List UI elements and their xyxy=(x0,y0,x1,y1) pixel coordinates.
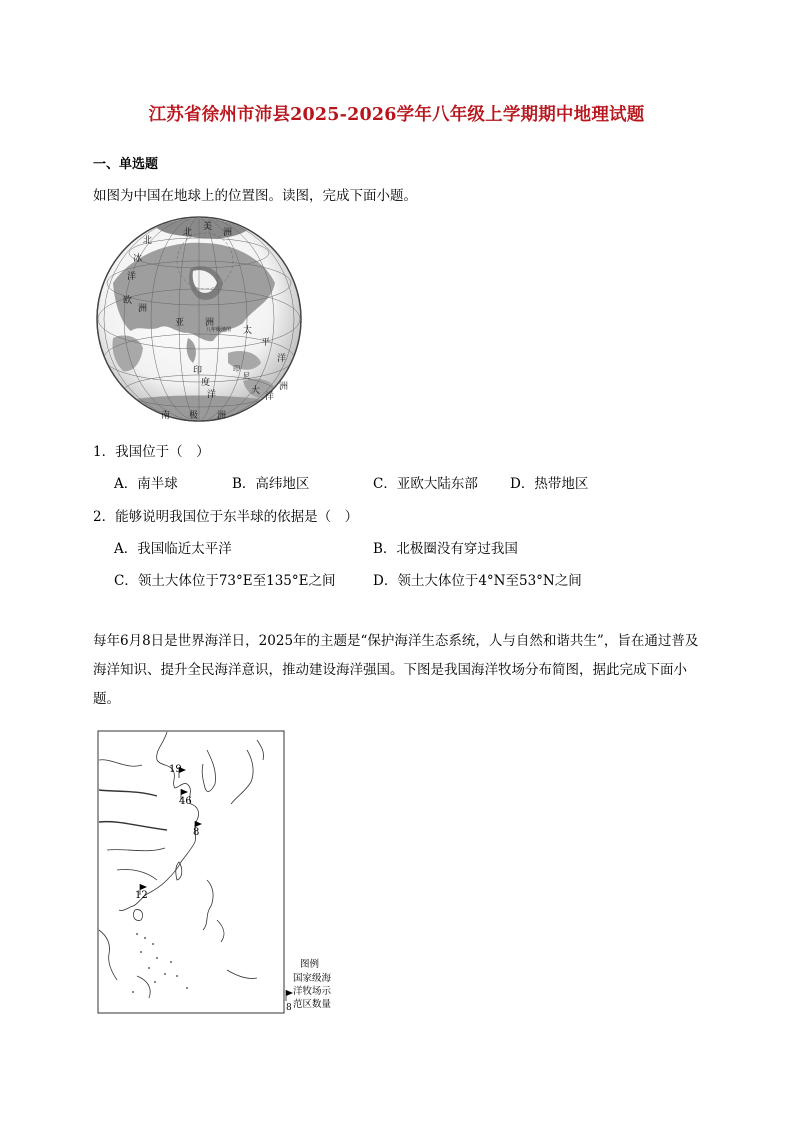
globe-label: 洲 xyxy=(217,411,227,421)
globe-label: 大 xyxy=(251,386,261,396)
globe-label: 太 xyxy=(243,326,253,336)
ranch-count-label: 8 xyxy=(193,827,200,838)
globe-label: 平 xyxy=(261,338,271,348)
q2-option-b[interactable]: B．北极圈没有穿过我国 xyxy=(373,541,518,557)
globe-label: 洲 xyxy=(223,228,233,238)
ocean-ranch-map xyxy=(97,730,347,1016)
q1-option-b[interactable]: B．高纬地区 xyxy=(232,476,310,492)
globe-label: 洋 xyxy=(265,392,275,402)
globe-label: 美 xyxy=(203,222,213,232)
globe-label: 洋 xyxy=(207,390,217,400)
question-intro-1: 如图为中国在地球上的位置图。读图，完成下面小题。 xyxy=(93,188,417,204)
section-heading: 一、单选题 xyxy=(93,157,159,172)
globe-label: 洋 xyxy=(127,272,137,282)
globe-label: 极 xyxy=(189,411,199,421)
globe-label: 印 xyxy=(233,365,240,373)
q2-option-a[interactable]: A．我国临近太平洋 xyxy=(114,541,232,557)
legend-line: 洋牧场示 xyxy=(293,986,332,997)
globe-label: 北 xyxy=(183,228,193,238)
globe-label: 洲 xyxy=(138,304,148,314)
globe-label: 洋 xyxy=(277,354,287,364)
globe-label: 印 xyxy=(193,366,203,376)
question-2-stem: 2．能够说明我国位于东半球的依据是（ ） xyxy=(93,509,359,525)
globe-label: 北 xyxy=(143,236,153,246)
globe-label: 冰 xyxy=(133,254,143,264)
globe-label: 八年级地图 xyxy=(206,327,232,333)
globe-label: 洲 xyxy=(205,318,215,328)
q2-option-c[interactable]: C．领土大体位于73°E至135°E之间 xyxy=(114,573,336,589)
legend-line: 国家级海 xyxy=(293,973,332,984)
q1-option-c[interactable]: C．亚欧大陆东部 xyxy=(373,476,478,492)
question-intro-2: 每年6月8日是世界海洋日，2025年的主题是“保护海洋生态系统，人与自然和谐共生”，旨在通过普及海洋知识、提升全民海洋意识，推动建设海洋强国。下图是我国海洋牧场分布简图，据此完成下面小题。 xyxy=(93,633,699,707)
globe-label: 尼 xyxy=(243,372,250,380)
legend-title: 图例 xyxy=(300,959,320,970)
globe-figure xyxy=(93,213,305,425)
globe-label: 亚 xyxy=(175,318,185,328)
question-1-stem: 1．我国位于（ ） xyxy=(93,444,210,460)
ranch-count-label: 12 xyxy=(135,890,148,901)
legend-sample-count: 8 xyxy=(286,1003,292,1013)
globe-label: 南 xyxy=(161,411,171,421)
page-title: 江苏省徐州市沛县2025-2026学年八年级上学期期中地理试题 xyxy=(148,105,645,125)
q2-option-d[interactable]: D．领土大体位于4°N至53°N之间 xyxy=(373,573,582,589)
q1-option-d[interactable]: D．热带地区 xyxy=(510,476,589,492)
q1-option-a[interactable]: A．南半球 xyxy=(114,476,178,492)
ranch-count-label: 19 xyxy=(169,764,182,775)
ranch-count-label: 46 xyxy=(179,796,192,807)
globe-label: 洲 xyxy=(279,382,289,392)
legend-line: 范区数量 xyxy=(293,999,332,1010)
globe-label: 度 xyxy=(201,378,211,388)
globe-label: 欧 xyxy=(123,296,133,306)
